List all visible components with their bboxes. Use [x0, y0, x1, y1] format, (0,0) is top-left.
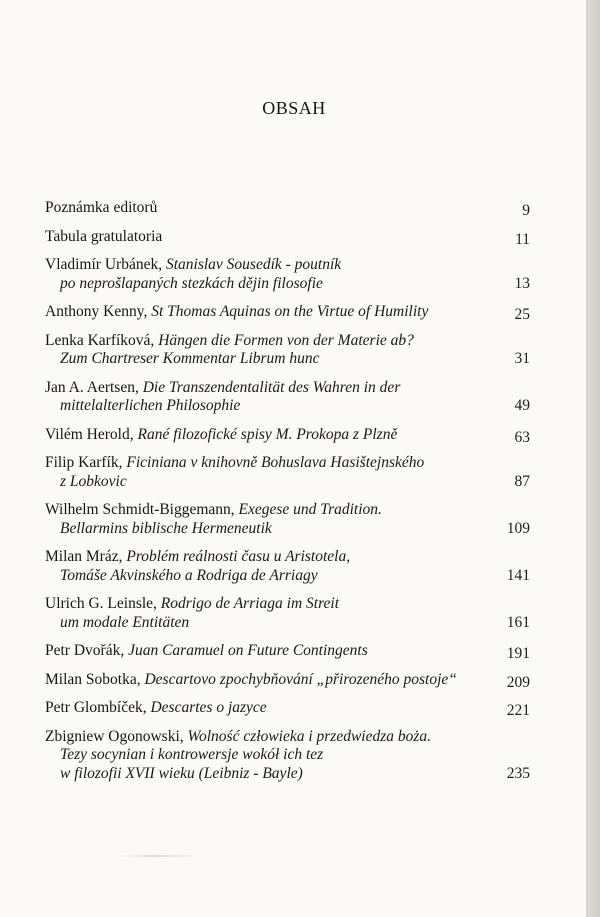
- entry-first-line: [45, 671, 530, 690]
- entry-page-number: 9: [522, 202, 530, 219]
- entry-first-line: [45, 426, 530, 445]
- entry-title: Descartovo zpochybňování „přirozeného postoje“: [144, 670, 457, 688]
- entry-title: Hängen die Formen von der Materie ab?: [158, 331, 414, 349]
- entry-page-number: 235: [506, 764, 530, 782]
- toc-entry: [45, 228, 530, 247]
- entry-first-line: [45, 379, 530, 398]
- toc-entry: [45, 501, 530, 538]
- entry-first-line: [45, 501, 530, 520]
- entry-page-number: 161: [506, 613, 530, 631]
- toc-entry: [45, 426, 530, 445]
- toc-entry: [45, 454, 530, 491]
- entry-first-line: [45, 228, 530, 247]
- entry-author: Tabula gratulatoria: [45, 227, 163, 245]
- entry-author: Milan Sobotka,: [45, 670, 145, 688]
- toc-entry: [45, 256, 530, 293]
- entry-title-continuation: po neprošlapaných stezkách dějin filosofie: [60, 274, 323, 292]
- entry-author: Lenka Karfíková,: [45, 331, 159, 349]
- entry-page-number: 209: [506, 673, 530, 691]
- entry-title-continuation: mittelalterlichen Philosophie: [60, 397, 241, 414]
- entry-first-line: [45, 332, 530, 351]
- entry-title: Juan Caramuel on Future Contingents: [128, 642, 368, 659]
- entry-page-number: 221: [506, 702, 530, 719]
- entry-author: Filip Karfík,: [45, 454, 127, 471]
- entry-title-continuation: Bellarmins biblische Hermeneutik: [60, 519, 272, 537]
- entry-author: Jan A. Aertsen,: [45, 378, 143, 396]
- entry-title-continuation: Tomáše Akvinského a Rodriga de Arriagy: [60, 566, 318, 584]
- toc-entry: [45, 699, 530, 718]
- entry-title: Die Transzendentalität des Wahren in der: [142, 378, 401, 396]
- entry-title: Wolność człowieka i przedwiedza boża.: [187, 727, 432, 745]
- entry-first-line: [45, 548, 530, 567]
- entry-first-line: [45, 595, 530, 614]
- entry-page-number: 191: [506, 645, 530, 662]
- entry-first-line: [45, 699, 530, 718]
- entry-page-number: 63: [514, 428, 530, 446]
- entry-author: Ulrich G. Leinsle,: [45, 595, 161, 612]
- toc-entry: [45, 728, 530, 784]
- entry-author: Zbigniew Ogonowski,: [45, 727, 188, 745]
- toc-entry: [45, 332, 530, 369]
- entry-title: Ficiniana v knihovně Bohuslava Hasištejnského: [126, 454, 425, 471]
- entry-title: Problém reálnosti času u Aristotela,: [126, 548, 351, 565]
- entry-title: Descartes o jazyce: [150, 699, 267, 716]
- entry-author: Milan Mráz,: [45, 548, 127, 565]
- entry-title: Rané filozofické spisy M. Prokopa z Plzně: [137, 425, 398, 443]
- entry-author: Wilhelm Schmidt-Biggemann,: [45, 501, 239, 518]
- entry-title: Rodrigo de Arriaga im Streit: [160, 595, 340, 612]
- entry-author: Vilém Herold,: [45, 425, 138, 443]
- entry-title: Stanislav Sousedík - poutník: [165, 256, 342, 273]
- entry-author: Petr Dvořák,: [45, 642, 129, 659]
- entry-title-continuation: Zum Chartreser Kommentar Librum hunc: [60, 350, 320, 367]
- entry-author: Anthony Kenny,: [45, 303, 152, 320]
- toc-entry: [45, 303, 530, 322]
- toc-entry: [45, 199, 530, 218]
- paper-smudge: [118, 855, 198, 857]
- entry-author: Petr Glombíček,: [45, 699, 151, 716]
- toc-entry: [45, 548, 530, 585]
- entry-first-line: [45, 728, 530, 747]
- entry-page-number: 13: [514, 274, 530, 292]
- entry-first-line: [45, 199, 530, 218]
- entry-page-number: 31: [514, 350, 530, 367]
- entry-page-number: 25: [514, 306, 530, 323]
- entry-page-number: 87: [514, 472, 530, 490]
- entry-author: Poznámka editorů: [45, 199, 158, 216]
- entry-title-continuation: z Lobkovic: [60, 472, 127, 490]
- entry-page-number: 109: [506, 519, 530, 537]
- toc-entry: [45, 642, 530, 661]
- page-edge: [588, 0, 600, 917]
- entry-page-number: 49: [514, 397, 530, 414]
- entry-title-continuation: um modale Entitäten: [60, 613, 190, 631]
- entry-title: Exegese und Tradition.: [238, 501, 382, 518]
- entry-title-continuation: Tezy socynian i kontrowersje wokół ich tez: [60, 746, 324, 763]
- entry-title: St Thomas Aquinas on the Virtue of Humility: [151, 303, 429, 320]
- entry-page-number: 11: [515, 230, 530, 248]
- entry-first-line: [45, 454, 530, 473]
- entry-title-continuation: w filozofii XVII wieku (Leibniz - Bayle): [60, 764, 303, 782]
- table-of-contents: [45, 199, 530, 793]
- toc-entry: [45, 379, 530, 416]
- entry-page-number: 141: [506, 566, 530, 584]
- entry-first-line: [45, 256, 530, 275]
- toc-entry: [45, 595, 530, 632]
- entry-author: Vladimír Urbánek,: [45, 256, 166, 273]
- entry-first-line: [45, 303, 530, 322]
- toc-entry: [45, 671, 530, 690]
- page-title: OBSAH: [262, 98, 326, 118]
- entry-first-line: [45, 642, 530, 661]
